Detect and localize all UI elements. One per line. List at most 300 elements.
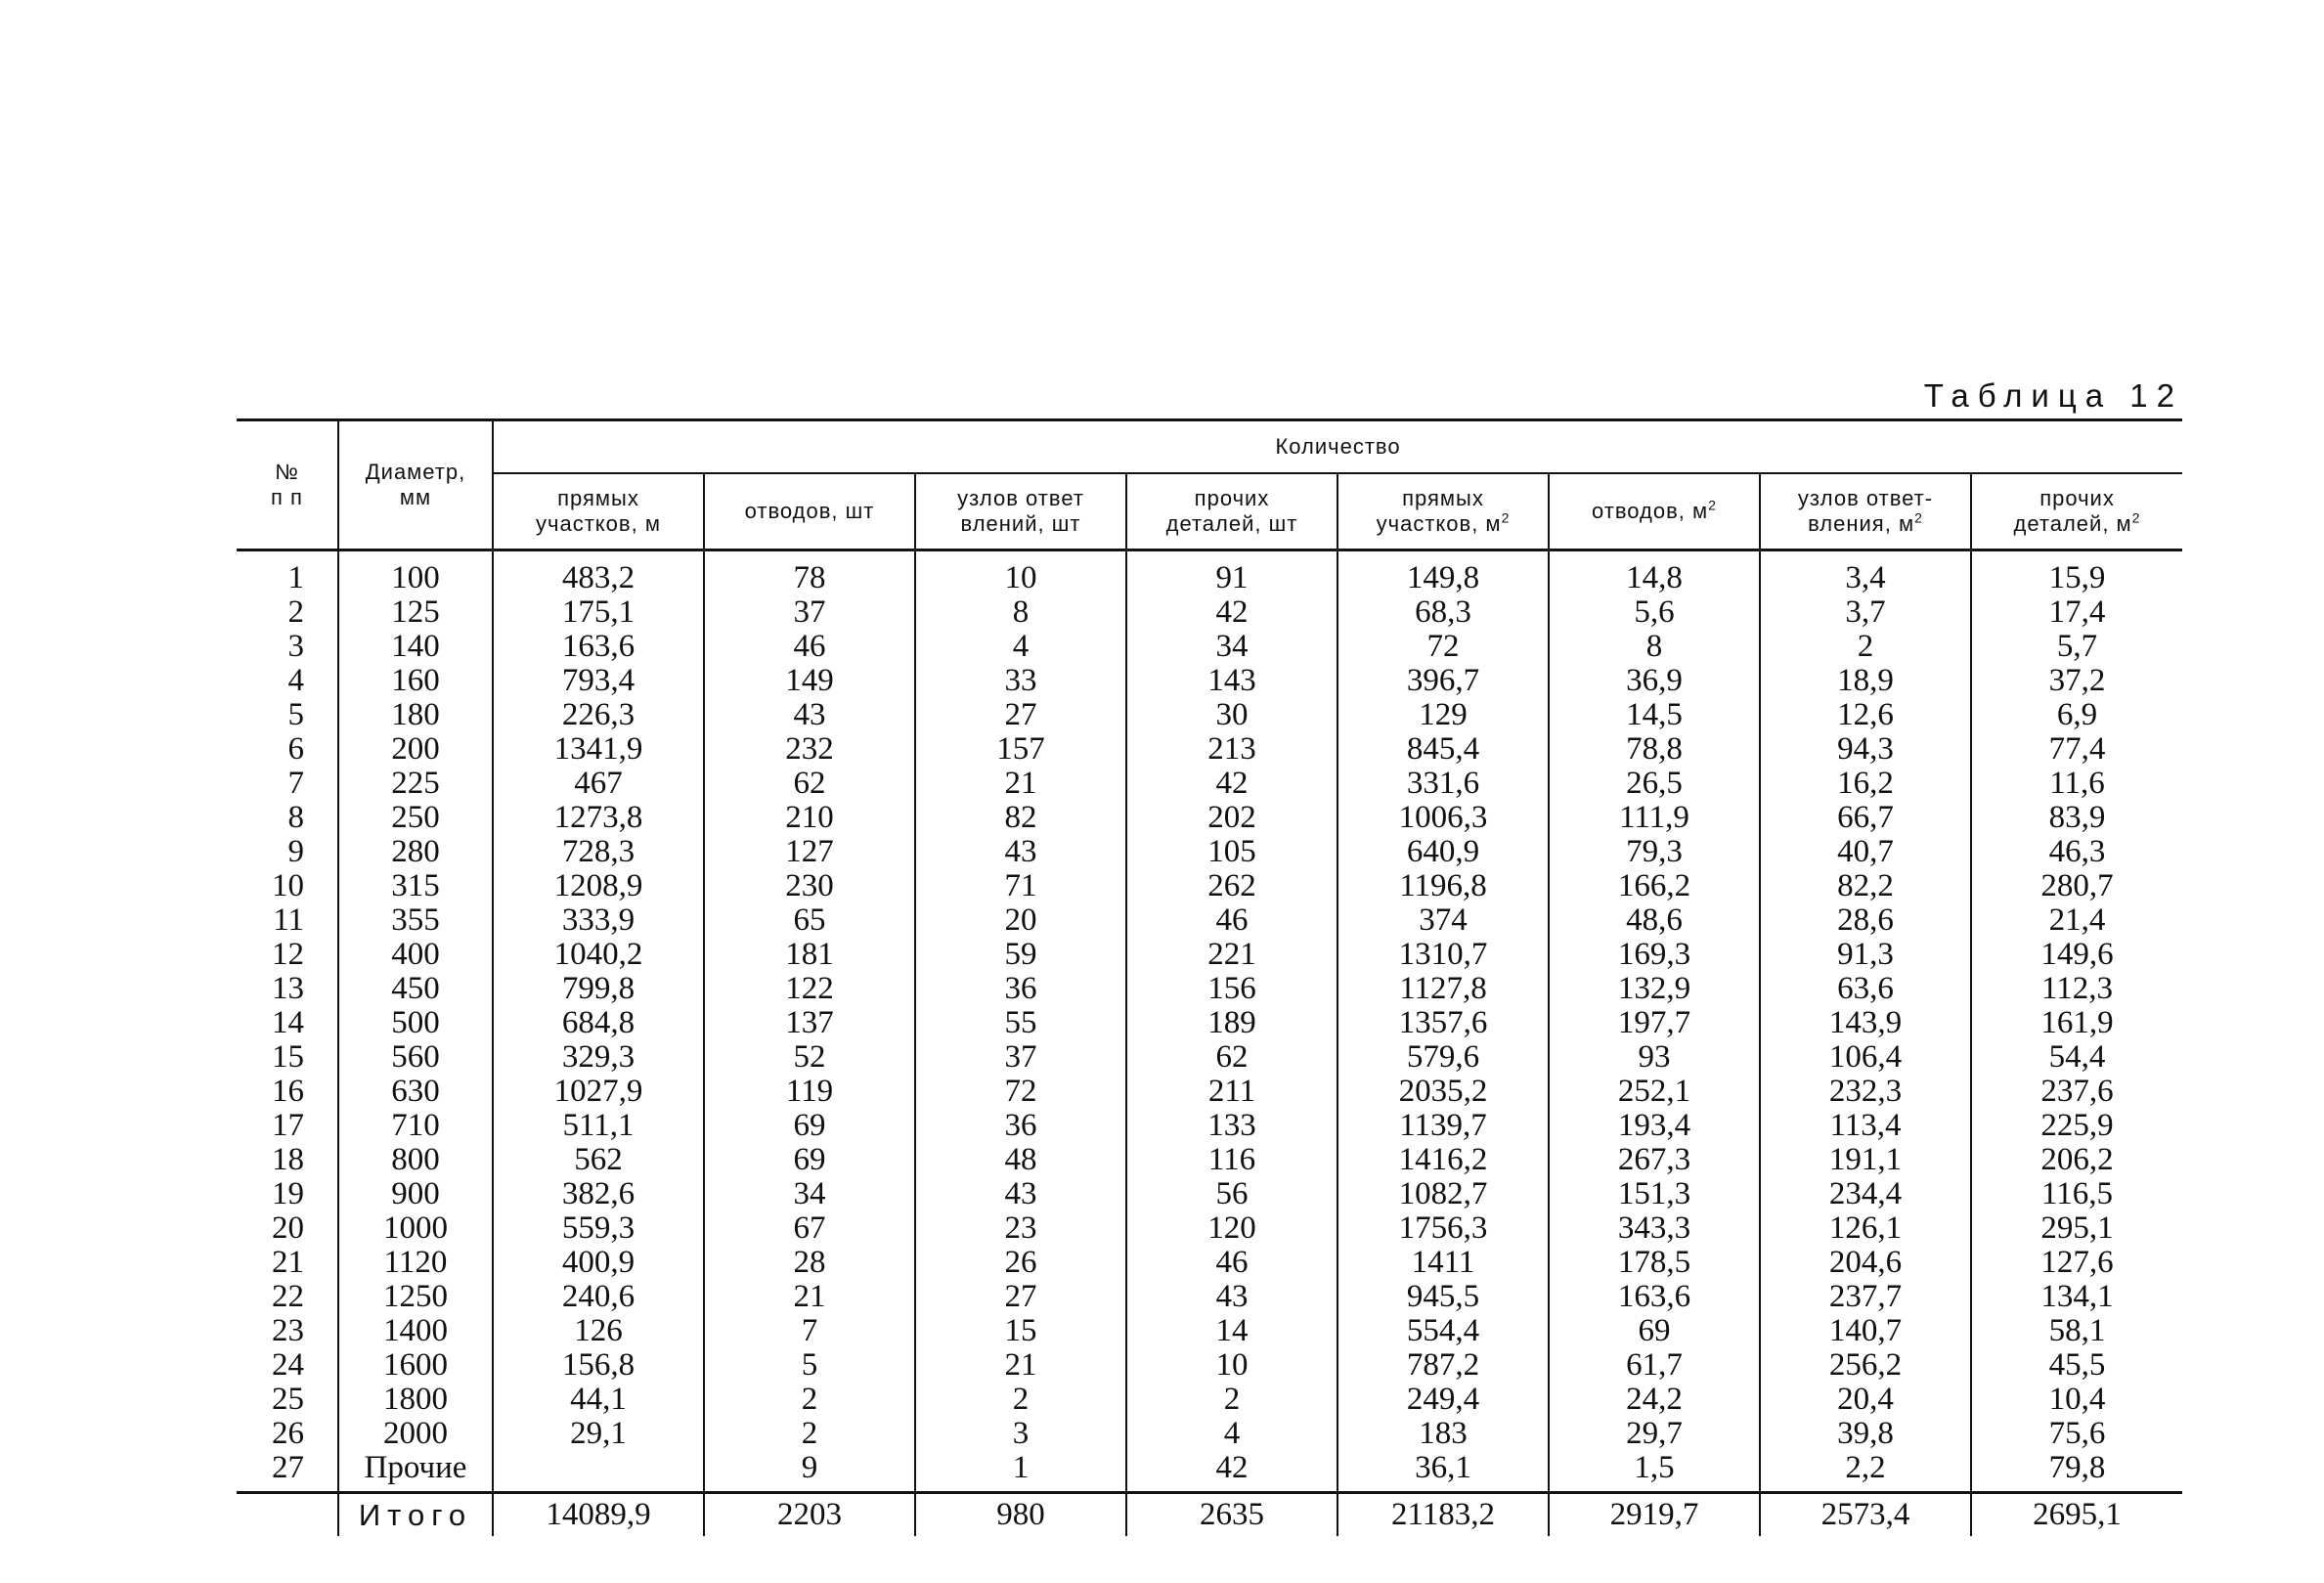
value-cell: 2 <box>704 1417 915 1451</box>
value-cell: 21 <box>915 767 1126 801</box>
value-cell: 62 <box>1126 1040 1337 1075</box>
value-cell: 26,5 <box>1549 767 1760 801</box>
value-cell: 211 <box>1126 1075 1337 1109</box>
value-cell: 48 <box>915 1143 1126 1177</box>
value-cell: 1756,3 <box>1337 1211 1549 1246</box>
table-row <box>237 1006 2182 1040</box>
value-cell: 105 <box>1126 835 1337 869</box>
value-cell: 14,5 <box>1549 698 1760 732</box>
value-cell: 23 <box>915 1211 1126 1246</box>
value-cell: 267,3 <box>1549 1143 1760 1177</box>
table-row <box>237 767 2182 801</box>
value-cell: 18,9 <box>1760 664 1971 698</box>
value-cell: 559,3 <box>493 1211 704 1246</box>
value-cell: 36,9 <box>1549 664 1760 698</box>
table-row <box>237 1280 2182 1314</box>
diameter-cell: 140 <box>338 630 493 664</box>
value-cell: 204,6 <box>1760 1246 1971 1280</box>
table-row <box>237 835 2182 869</box>
value-cell: 234,4 <box>1760 1177 1971 1211</box>
value-cell: 382,6 <box>493 1177 704 1211</box>
value-cell: 232 <box>704 732 915 767</box>
value-cell: 280,7 <box>1971 869 2182 903</box>
diameter-cell: 450 <box>338 972 493 1006</box>
row-number-cell: 25 <box>272 1382 304 1417</box>
diameter-cell: 400 <box>338 938 493 972</box>
value-cell: 126,1 <box>1760 1211 1971 1246</box>
value-cell: 54,4 <box>1971 1040 2182 1075</box>
value-cell: 483,2 <box>493 550 704 596</box>
total-value-cell: 21183,2 <box>1337 1493 1549 1537</box>
value-cell: 156,8 <box>493 1348 704 1383</box>
value-cell: 113,4 <box>1760 1109 1971 1143</box>
row-number-cell: 8 <box>287 800 304 835</box>
row-number-cell: 23 <box>272 1313 304 1348</box>
value-cell: 333,9 <box>493 903 704 938</box>
value-cell: 945,5 <box>1337 1280 1549 1314</box>
value-cell: 396,7 <box>1337 664 1549 698</box>
value-cell: 1127,8 <box>1337 972 1549 1006</box>
table-row <box>237 595 2182 630</box>
table-row <box>237 938 2182 972</box>
diameter-cell: 180 <box>338 698 493 732</box>
value-cell: 66,7 <box>1760 801 1971 835</box>
value-cell: 72 <box>1337 630 1549 664</box>
diameter-cell: 800 <box>338 1143 493 1177</box>
value-cell: 562 <box>493 1143 704 1177</box>
value-cell: 94,3 <box>1760 732 1971 767</box>
value-cell: 21 <box>704 1280 915 1314</box>
diameter-cell: 630 <box>338 1075 493 1109</box>
row-number-cell: 17 <box>272 1108 304 1143</box>
row-number-cell: 24 <box>272 1347 304 1383</box>
row-number-cell: 1 <box>287 560 304 595</box>
value-cell: 232,3 <box>1760 1075 1971 1109</box>
value-cell: 21,4 <box>1971 903 2182 938</box>
value-cell: 161,9 <box>1971 1006 2182 1040</box>
row-number-cell: 7 <box>287 766 304 801</box>
table-row <box>237 732 2182 767</box>
value-cell: 249,4 <box>1337 1383 1549 1417</box>
value-cell: 15 <box>915 1314 1126 1348</box>
value-cell: 329,3 <box>493 1040 704 1075</box>
value-cell: 30 <box>1126 698 1337 732</box>
value-cell: 143,9 <box>1760 1006 1971 1040</box>
value-cell: 58,1 <box>1971 1314 2182 1348</box>
value-cell <box>493 1451 704 1493</box>
value-cell: 1208,9 <box>493 869 704 903</box>
value-cell: 127,6 <box>1971 1246 2182 1280</box>
value-cell: 72 <box>915 1075 1126 1109</box>
value-cell: 193,4 <box>1549 1109 1760 1143</box>
value-cell: 132,9 <box>1549 972 1760 1006</box>
value-cell: 44,1 <box>493 1383 704 1417</box>
value-cell: 1006,3 <box>1337 801 1549 835</box>
row-number-cell: 3 <box>287 629 304 664</box>
data-table <box>237 418 2182 1536</box>
value-cell: 61,7 <box>1549 1348 1760 1383</box>
value-cell: 129 <box>1337 698 1549 732</box>
value-cell: 295,1 <box>1971 1211 2182 1246</box>
row-number-cell: 19 <box>272 1176 304 1211</box>
total-value-cell: 14089,9 <box>493 1493 704 1537</box>
table-row <box>237 664 2182 698</box>
value-cell: 63,6 <box>1760 972 1971 1006</box>
value-cell: 137 <box>704 1006 915 1040</box>
value-cell: 69 <box>1549 1314 1760 1348</box>
row-number-cell: 22 <box>272 1279 304 1314</box>
diameter-cell: Прочие <box>338 1451 493 1493</box>
value-cell: 82,2 <box>1760 869 1971 903</box>
value-cell: 256,2 <box>1760 1348 1971 1383</box>
value-cell: 119 <box>704 1075 915 1109</box>
value-cell: 45,5 <box>1971 1348 2182 1383</box>
value-cell: 1082,7 <box>1337 1177 1549 1211</box>
value-cell: 14 <box>1126 1314 1337 1348</box>
header-column-3: узлов ответ влений, шт <box>915 473 1126 550</box>
value-cell: 69 <box>704 1143 915 1177</box>
value-cell: 1416,2 <box>1337 1143 1549 1177</box>
value-cell: 7 <box>704 1314 915 1348</box>
table-row <box>237 1348 2182 1383</box>
value-cell: 20,4 <box>1760 1383 1971 1417</box>
value-cell: 1273,8 <box>493 801 704 835</box>
table-row <box>237 698 2182 732</box>
value-cell: 43 <box>915 1177 1126 1211</box>
value-cell: 62 <box>704 767 915 801</box>
value-cell: 134,1 <box>1971 1280 2182 1314</box>
value-cell: 37 <box>704 595 915 630</box>
row-number-cell: 11 <box>273 902 304 938</box>
value-cell: 79,8 <box>1971 1451 2182 1493</box>
value-cell: 181 <box>704 938 915 972</box>
value-cell: 46 <box>1126 1246 1337 1280</box>
value-cell: 2 <box>915 1383 1126 1417</box>
value-cell: 79,3 <box>1549 835 1760 869</box>
value-cell: 15,9 <box>1971 550 2182 596</box>
value-cell: 20 <box>915 903 1126 938</box>
diameter-cell: 200 <box>338 732 493 767</box>
value-cell: 2035,2 <box>1337 1075 1549 1109</box>
value-cell: 467 <box>493 767 704 801</box>
value-cell: 42 <box>1126 1451 1337 1493</box>
value-cell: 226,3 <box>493 698 704 732</box>
row-number-cell: 26 <box>272 1416 304 1451</box>
value-cell: 2 <box>1126 1383 1337 1417</box>
value-cell: 151,3 <box>1549 1177 1760 1211</box>
value-cell: 43 <box>704 698 915 732</box>
value-cell: 1341,9 <box>493 732 704 767</box>
value-cell: 27 <box>915 1280 1126 1314</box>
value-cell: 5 <box>704 1348 915 1383</box>
value-cell: 91 <box>1126 550 1337 596</box>
value-cell: 2 <box>704 1383 915 1417</box>
value-cell: 3,7 <box>1760 595 1971 630</box>
row-number-cell: 4 <box>287 663 304 698</box>
value-cell: 40,7 <box>1760 835 1971 869</box>
table-row <box>237 1451 2182 1493</box>
value-cell: 17,4 <box>1971 595 2182 630</box>
value-cell: 728,3 <box>493 835 704 869</box>
value-cell: 133 <box>1126 1109 1337 1143</box>
value-cell: 42 <box>1126 595 1337 630</box>
value-cell: 34 <box>704 1177 915 1211</box>
diameter-cell: 500 <box>338 1006 493 1040</box>
value-cell: 29,1 <box>493 1417 704 1451</box>
value-cell: 175,1 <box>493 595 704 630</box>
total-row <box>237 1493 2182 1537</box>
value-cell: 12,6 <box>1760 698 1971 732</box>
row-number-cell: 10 <box>272 868 304 903</box>
row-number-cell: 6 <box>287 731 304 767</box>
total-value-cell: 2695,1 <box>1971 1493 2182 1537</box>
value-cell: 56 <box>1126 1177 1337 1211</box>
table-row <box>237 550 2182 596</box>
value-cell: 52 <box>704 1040 915 1075</box>
value-cell: 1411 <box>1337 1246 1549 1280</box>
value-cell: 59 <box>915 938 1126 972</box>
value-cell: 149,8 <box>1337 550 1549 596</box>
value-cell: 202 <box>1126 801 1337 835</box>
value-cell: 78 <box>704 550 915 596</box>
value-cell: 6,9 <box>1971 698 2182 732</box>
value-cell: 1357,6 <box>1337 1006 1549 1040</box>
value-cell: 127 <box>704 835 915 869</box>
value-cell: 554,4 <box>1337 1314 1549 1348</box>
value-cell: 65 <box>704 903 915 938</box>
value-cell: 112,3 <box>1971 972 2182 1006</box>
header-quantity-group: Количество <box>493 420 2182 474</box>
value-cell: 206,2 <box>1971 1143 2182 1177</box>
row-number-cell: 5 <box>287 697 304 732</box>
total-value-cell: 980 <box>915 1493 1126 1537</box>
row-number-cell: 27 <box>272 1450 304 1485</box>
diameter-cell: 280 <box>338 835 493 869</box>
total-value-cell: 2573,4 <box>1760 1493 1971 1537</box>
diameter-cell: 355 <box>338 903 493 938</box>
row-number-cell: 16 <box>272 1074 304 1109</box>
diameter-cell: 1600 <box>338 1348 493 1383</box>
diameter-cell: 900 <box>338 1177 493 1211</box>
diameter-cell: 225 <box>338 767 493 801</box>
value-cell: 1027,9 <box>493 1075 704 1109</box>
table-row <box>237 801 2182 835</box>
value-cell: 163,6 <box>1549 1280 1760 1314</box>
table-row <box>237 903 2182 938</box>
value-cell: 43 <box>1126 1280 1337 1314</box>
value-cell: 67 <box>704 1211 915 1246</box>
value-cell: 149 <box>704 664 915 698</box>
value-cell: 252,1 <box>1549 1075 1760 1109</box>
value-cell: 75,6 <box>1971 1417 2182 1451</box>
row-number-cell: 9 <box>287 834 304 869</box>
value-cell: 2,2 <box>1760 1451 1971 1493</box>
row-number-cell: 14 <box>272 1005 304 1040</box>
value-cell: 46,3 <box>1971 835 2182 869</box>
table-row <box>237 1075 2182 1109</box>
diameter-cell: 250 <box>338 801 493 835</box>
value-cell: 37 <box>915 1040 1126 1075</box>
value-cell: 210 <box>704 801 915 835</box>
value-cell: 1 <box>915 1451 1126 1493</box>
value-cell: 10 <box>1126 1348 1337 1383</box>
value-cell: 140,7 <box>1760 1314 1971 1348</box>
value-cell: 262 <box>1126 869 1337 903</box>
value-cell: 9 <box>704 1451 915 1493</box>
value-cell: 116,5 <box>1971 1177 2182 1211</box>
value-cell: 331,6 <box>1337 767 1549 801</box>
value-cell: 169,3 <box>1549 938 1760 972</box>
table-row <box>237 1177 2182 1211</box>
table-row <box>237 1246 2182 1280</box>
value-cell: 24,2 <box>1549 1383 1760 1417</box>
value-cell: 34 <box>1126 630 1337 664</box>
value-cell: 10 <box>915 550 1126 596</box>
header-column-5: прямых участков, $м^2$ <box>1337 473 1549 550</box>
diameter-cell: 125 <box>338 595 493 630</box>
value-cell: 640,9 <box>1337 835 1549 869</box>
table-row <box>237 1109 2182 1143</box>
value-cell: 16,2 <box>1760 767 1971 801</box>
value-cell: 178,5 <box>1549 1246 1760 1280</box>
value-cell: 191,1 <box>1760 1143 1971 1177</box>
value-cell: 111,9 <box>1549 801 1760 835</box>
value-cell: 579,6 <box>1337 1040 1549 1075</box>
diameter-cell: 315 <box>338 869 493 903</box>
value-cell: 5,6 <box>1549 595 1760 630</box>
value-cell: 374 <box>1337 903 1549 938</box>
value-cell: 1,5 <box>1549 1451 1760 1493</box>
value-cell: 799,8 <box>493 972 704 1006</box>
total-value-cell: 2919,7 <box>1549 1493 1760 1537</box>
row-number-cell: 20 <box>272 1210 304 1246</box>
header-column-6: отводов, $м^2$ <box>1549 473 1760 550</box>
value-cell: 36,1 <box>1337 1451 1549 1493</box>
table-caption: Таблица 12 <box>1923 377 2183 414</box>
value-cell: 83,9 <box>1971 801 2182 835</box>
value-cell: 8 <box>1549 630 1760 664</box>
value-cell: 55 <box>915 1006 1126 1040</box>
value-cell: 78,8 <box>1549 732 1760 767</box>
value-cell: 1310,7 <box>1337 938 1549 972</box>
value-cell: 4 <box>915 630 1126 664</box>
value-cell: 91,3 <box>1760 938 1971 972</box>
row-number-cell: 12 <box>272 937 304 972</box>
value-cell: 163,6 <box>493 630 704 664</box>
value-cell: 237,7 <box>1760 1280 1971 1314</box>
value-cell: 787,2 <box>1337 1348 1549 1383</box>
value-cell: 48,6 <box>1549 903 1760 938</box>
header-column-1: прямых участков, м <box>493 473 704 550</box>
value-cell: 120 <box>1126 1211 1337 1246</box>
value-cell: 684,8 <box>493 1006 704 1040</box>
value-cell: 149,6 <box>1971 938 2182 972</box>
diameter-cell: 1000 <box>338 1211 493 1246</box>
value-cell: 8 <box>915 595 1126 630</box>
total-empty-cell <box>237 1493 338 1537</box>
value-cell: 28 <box>704 1246 915 1280</box>
value-cell: 5,7 <box>1971 630 2182 664</box>
value-cell: 343,3 <box>1549 1211 1760 1246</box>
header-row-number: № п п <box>237 420 338 550</box>
value-cell: 189 <box>1126 1006 1337 1040</box>
value-cell: 46 <box>1126 903 1337 938</box>
diameter-cell: 1250 <box>338 1280 493 1314</box>
value-cell: 143 <box>1126 664 1337 698</box>
diameter-cell: 560 <box>338 1040 493 1075</box>
value-cell: 46 <box>704 630 915 664</box>
value-cell: 116 <box>1126 1143 1337 1177</box>
value-cell: 43 <box>915 835 1126 869</box>
value-cell: 27 <box>915 698 1126 732</box>
table-row <box>237 630 2182 664</box>
value-cell: 14,8 <box>1549 550 1760 596</box>
value-cell: 240,6 <box>493 1280 704 1314</box>
value-cell: 68,3 <box>1337 595 1549 630</box>
value-cell: 225,9 <box>1971 1109 2182 1143</box>
value-cell: 26 <box>915 1246 1126 1280</box>
diameter-cell: 1400 <box>338 1314 493 1348</box>
table-row <box>237 1383 2182 1417</box>
row-number-cell: 13 <box>272 971 304 1006</box>
value-cell: 845,4 <box>1337 732 1549 767</box>
value-cell: 156 <box>1126 972 1337 1006</box>
value-cell: 37,2 <box>1971 664 2182 698</box>
value-cell: 11,6 <box>1971 767 2182 801</box>
header-column-8: прочих деталей, $м^2$ <box>1971 473 2182 550</box>
value-cell: 221 <box>1126 938 1337 972</box>
value-cell: 36 <box>915 972 1126 1006</box>
table-body <box>237 550 2182 1493</box>
value-cell: 1196,8 <box>1337 869 1549 903</box>
value-cell: 106,4 <box>1760 1040 1971 1075</box>
value-cell: 230 <box>704 869 915 903</box>
value-cell: 122 <box>704 972 915 1006</box>
value-cell: 93 <box>1549 1040 1760 1075</box>
header-subcolumns <box>237 473 2182 550</box>
header-diameter: Диаметр, мм <box>338 420 493 550</box>
value-cell: 28,6 <box>1760 903 1971 938</box>
table-row <box>237 1211 2182 1246</box>
table-row <box>237 972 2182 1006</box>
value-cell: 511,1 <box>493 1109 704 1143</box>
value-cell: 3,4 <box>1760 550 1971 596</box>
value-cell: 69 <box>704 1109 915 1143</box>
row-number-cell: 2 <box>287 594 304 630</box>
value-cell: 33 <box>915 664 1126 698</box>
table-row <box>237 1417 2182 1451</box>
value-cell: 4 <box>1126 1417 1337 1451</box>
value-cell: 10,4 <box>1971 1383 2182 1417</box>
value-cell: 77,4 <box>1971 732 2182 767</box>
value-cell: 183 <box>1337 1417 1549 1451</box>
value-cell: 197,7 <box>1549 1006 1760 1040</box>
value-cell: 400,9 <box>493 1246 704 1280</box>
total-label: Итого <box>338 1493 493 1537</box>
total-value-cell: 2635 <box>1126 1493 1337 1537</box>
value-cell: 793,4 <box>493 664 704 698</box>
value-cell: 166,2 <box>1549 869 1760 903</box>
value-cell: 82 <box>915 801 1126 835</box>
table-row <box>237 1143 2182 1177</box>
value-cell: 237,6 <box>1971 1075 2182 1109</box>
table-row <box>237 1040 2182 1075</box>
value-cell: 42 <box>1126 767 1337 801</box>
diameter-cell: 100 <box>338 550 493 596</box>
row-number-cell: 21 <box>272 1245 304 1280</box>
total-value-cell: 2203 <box>704 1493 915 1537</box>
value-cell: 71 <box>915 869 1126 903</box>
